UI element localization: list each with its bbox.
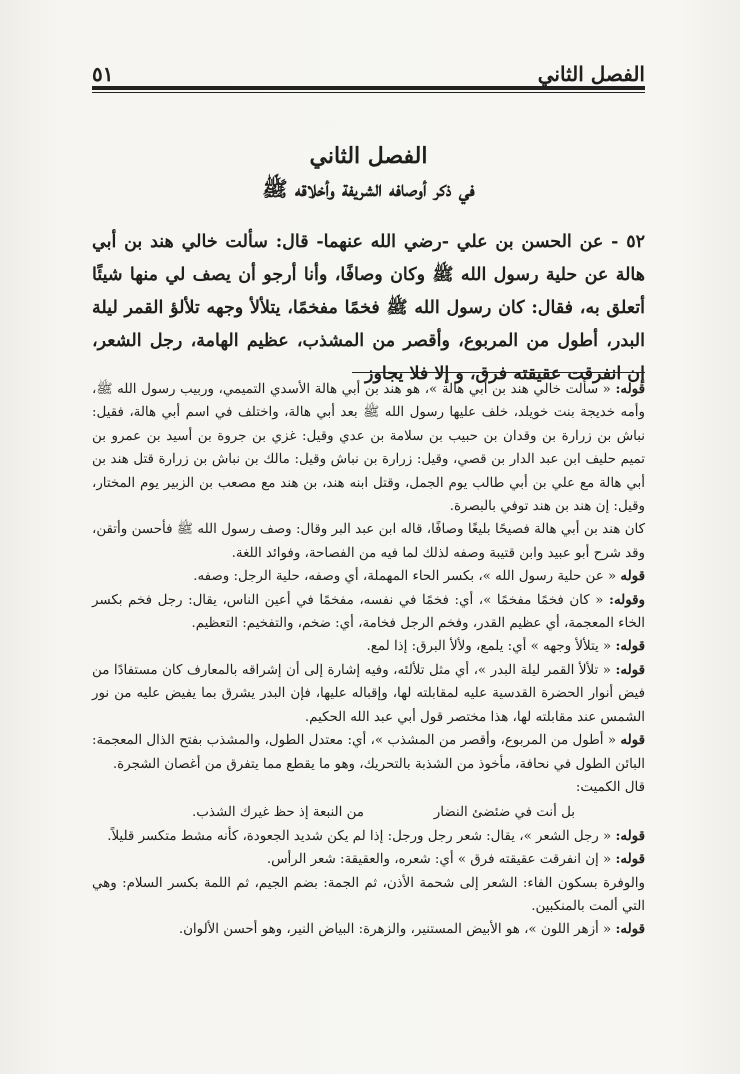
commentary-text: « عن حلية رسول الله »، بكسر الحاء المهملة، أي وصفه، حلية الرجل: وصفه. — [193, 569, 621, 585]
commentary-text: والوفرة بسكون الفاء: الشعر إلى شحمة الأذن، ثم الجمة: بضم الجيم، ثم اللمة بكسر السلام: وهي التي ألمت بالمنكبين. — [92, 875, 645, 914]
chapter-subtitle: في ذكر أوصافه الشريفة وأخلاقه ﷺ — [262, 176, 475, 201]
commentary-label: قوله: — [615, 661, 645, 678]
running-header — [92, 52, 645, 86]
commentary-paragraph — [92, 825, 645, 848]
commentary-paragraph — [92, 659, 645, 729]
commentary-text: كان هند بن أبي هالة فصيحًا بليغًا وصافًا، قاله ابن عبد البر وقال: وصف رسول الله ﷺ فأحسن وأتقن، وقد شرح أبو عبيد وابن قتيبة وصفه لذلك لما فيه من الفصاحة، وفوائد اللغة. — [92, 522, 645, 561]
hadith-text — [92, 226, 645, 391]
commentary-label: قوله — [620, 732, 645, 749]
commentary-label: قوله: — [615, 381, 645, 397]
commentary-label: وقوله: — [609, 591, 645, 608]
commentary-text: « رجل الشعر »، يقال: شعر رجل ورجل: إذا لم يكن شديد الجعودة، كأنه مشط متكسر قليلاً. — [107, 828, 616, 844]
commentary-label: قوله: — [615, 851, 645, 868]
commentary-label: قوله: — [615, 827, 645, 844]
commentary-paragraph — [92, 635, 645, 658]
commentary-text: قال الكميت: — [575, 779, 645, 795]
commentary-label: قوله: — [615, 638, 645, 655]
commentary-text: « تلألأ القمر ليلة البدر »، أي مثل تلألئه، وفيه إشارة إلى أن إشراقه بالمعارف كان مستفادًا من فيض أنوار الحضرة القدسية عليه لمقابلته لها، وإقباله عليها، فإن البدر يشرق بما يفيض عليه من نور الشمس عند مقابلته لها، هذا مختصر قول أبي عبد الله الحكيم. — [92, 662, 645, 725]
running-header-chapter: الفصل الثاني — [537, 62, 645, 86]
commentary-text: « أطول من المربوع، وأقصر من المشذب »، أي: معتدل الطول، والمشذب بفتح الذال المعجمة: البائن الطول في نحافة، مأخوذ من الشذبة بالتحريك، وهو ما يقطع مما يتفرق من أغصان الشجرة. — [92, 733, 645, 772]
commentary-paragraph — [92, 918, 645, 941]
commentary-text: « كان فخمًا مفخمًا »، أي: فخمًا في نفسه، مفخمًا في أعين الناس، يقال: رجل فخم بكسر الخاء المعجمة، أي عظيم القدر، وفخم الرجل فخامة، أي: ضخم، والتفخيم: التعظيم. — [92, 592, 645, 632]
commentary-paragraph — [92, 565, 645, 588]
commentary-text: « سألت خالي هند بن أبي هالة »، هو هند بن أبي هالة الأسدي التميمي، وربيب رسول الله ﷺ، وأمه خديجة بنت خويلد، خلف عليها رسول الله ﷺ بعد أبي هالة، واختلف في اسم أبي هالة، فقيل: نباش بن زرارة بن وقدان بن حبيب بن سلامة بن عدي وقيل: غزي بن جروة بن أسيد بن عمرو بن تميم حليف ابن عبد الدار بن قصي، وقيل: زرارة بن نباش وقيل: مالك بن نباش بن زرارة قتل هند بن أبي هالة مع علي بن أبي طالب يوم الجمل، وقتل ابنه هند، بن هند مع مصعب بن الزبير يوم المختار، وقيل: إن هند بن هند توفي بالبصرة. — [92, 382, 645, 515]
commentary-paragraph — [92, 776, 645, 799]
commentary-text: « أزهر اللون »، هو الأبيض المستنير، والزهرة: البياض النير، وهو أحسن الألوان. — [178, 922, 616, 938]
poetry-verse — [92, 801, 645, 824]
page-number: ٥١ — [92, 62, 114, 86]
commentary-paragraph — [92, 872, 645, 919]
commentary-label: قوله: — [615, 921, 645, 938]
commentary-paragraph — [92, 589, 645, 636]
commentary-paragraph — [92, 729, 645, 776]
commentary-text: « إن انفرقت عقيقته فرق » أي: شعره، والعقيقة: شعر الرأس. — [266, 852, 616, 868]
commentary-paragraph — [92, 848, 645, 871]
footnote-rule — [352, 372, 645, 373]
commentary-paragraph — [92, 378, 645, 518]
commentary-label: قوله — [620, 568, 645, 585]
chapter-title: الفصل الثاني — [309, 143, 428, 169]
verse-hemistich: بل أنت في ضئضئ النضار — [433, 805, 575, 821]
commentary-paragraph — [92, 518, 645, 565]
commentary-text: « يتلألأ وجهه » أي: يلمع، ولألأ البرق: إذا لمع. — [366, 639, 616, 655]
hadith-paragraph: ٥٢ - عن الحسن بن علي -رضي الله عنهما- قال: سألت خالي هند بن أبي هالة عن حلية رسول الله ﷺ وكان وصافًا، وأنا أرجو أن يصف لي منها شيئًا أتعلق به، فقال: كان رسول الله ﷺ فخمًا مفخمًا، يتلألأ وجهه تلألؤ القمر ليلة البدر، أطول من المربوع، وأقصر من المشذب، عظيم الهامة، رجل الشعر، إن انفرقت عقيقته فرق، و إلا فلا يجاوز — [92, 232, 645, 384]
header-rule — [92, 86, 645, 90]
commentary — [92, 378, 645, 942]
verse-hemistich: من النبعة إذ حظ غيرك الشذب. — [192, 805, 364, 821]
